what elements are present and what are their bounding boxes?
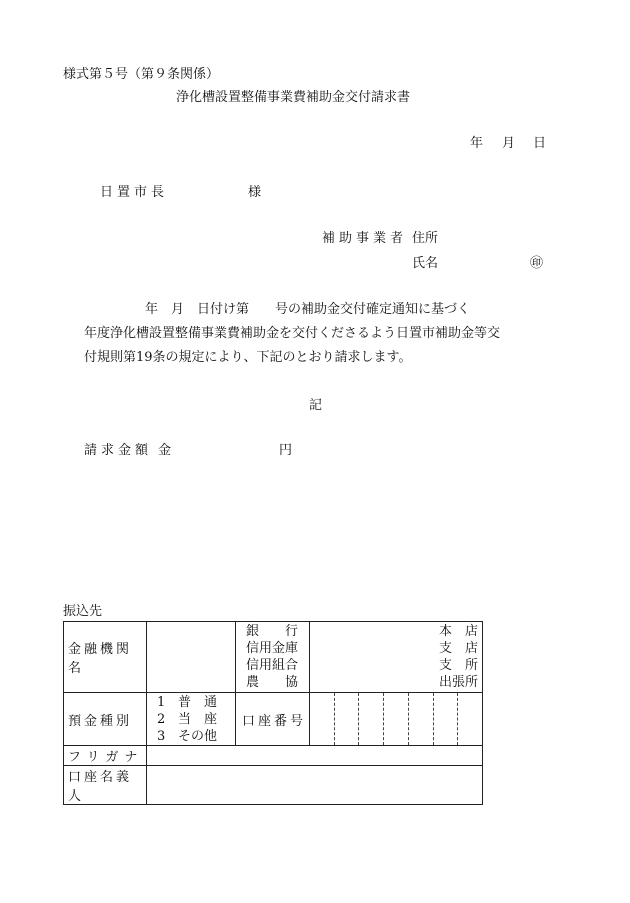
digit-box[interactable] <box>408 693 433 745</box>
institution-type-bank: 銀 行 <box>246 624 299 639</box>
account-type-options <box>147 693 236 746</box>
date-month: 月 <box>502 136 516 151</box>
document-title: 浄化槽設置整備事業費補助金交付請求書 <box>176 90 411 105</box>
bank-transfer-table <box>63 621 483 805</box>
amount-label: 請求金額 <box>84 443 153 458</box>
branch-type-branch: 支 店 <box>438 641 478 656</box>
ki-heading: 記 <box>309 398 323 413</box>
institution-type-shinkin: 信用金庫 <box>246 641 299 656</box>
institution-label: 金融機関名 <box>64 622 147 693</box>
body-line-3: 付規則第19条の規定により、下記のとおり請求します。 <box>84 350 412 365</box>
body-line-2: 年度浄化槽設置整備事業費補助金を交付くださるよう日置市補助金等交 <box>84 326 501 341</box>
furigana-label: フリガナ <box>64 746 147 766</box>
account-type-label: 預金種別 <box>64 693 147 746</box>
furigana-field[interactable] <box>147 746 483 766</box>
digit-box[interactable] <box>457 693 482 745</box>
account-type-ordinary[interactable]: 1 普 通 <box>157 694 217 710</box>
digit-box[interactable] <box>383 693 408 745</box>
address-label: 住所 <box>412 231 439 246</box>
name-label: 氏名 <box>412 256 439 271</box>
account-holder-label: 口座名義人 <box>64 766 147 805</box>
applicant-role: 補助事業者 <box>322 231 408 246</box>
transfer-heading: 振込先 <box>63 604 103 619</box>
institution-type-kumiai: 信用組合 <box>246 658 299 673</box>
branch-type-list <box>310 622 483 693</box>
institution-type-list <box>236 622 310 693</box>
addressee-name: 日置市長 <box>100 185 169 200</box>
digit-box[interactable] <box>310 693 334 745</box>
digit-box[interactable] <box>433 693 458 745</box>
branch-type-substation: 出張所 <box>438 675 478 690</box>
institution-type-nokyo: 農 協 <box>246 675 299 690</box>
account-number-digits[interactable] <box>310 693 483 746</box>
body-line-1: 年 月 日付け第 号の補助金交付確定通知に基づく <box>145 302 471 317</box>
digit-box[interactable] <box>334 693 359 745</box>
account-type-other[interactable]: 3 その他 <box>157 728 217 744</box>
account-type-current[interactable]: 2 当 座 <box>157 711 217 727</box>
form-number: 様式第５号（第９条関係） <box>63 67 220 82</box>
seal-mark: ㊞ <box>530 256 544 271</box>
branch-type-main: 本 店 <box>438 624 478 639</box>
account-holder-field[interactable] <box>147 766 483 805</box>
amount-prefix: 金 <box>158 443 172 458</box>
amount-unit: 円 <box>279 443 293 458</box>
institution-name-field[interactable] <box>147 622 236 693</box>
branch-type-office: 支 所 <box>438 658 478 673</box>
date-year: 年 <box>470 136 484 151</box>
date-day: 日 <box>533 136 547 151</box>
account-number-label: 口座番号 <box>236 693 310 746</box>
addressee-honorific: 様 <box>248 185 262 200</box>
digit-box[interactable] <box>358 693 383 745</box>
